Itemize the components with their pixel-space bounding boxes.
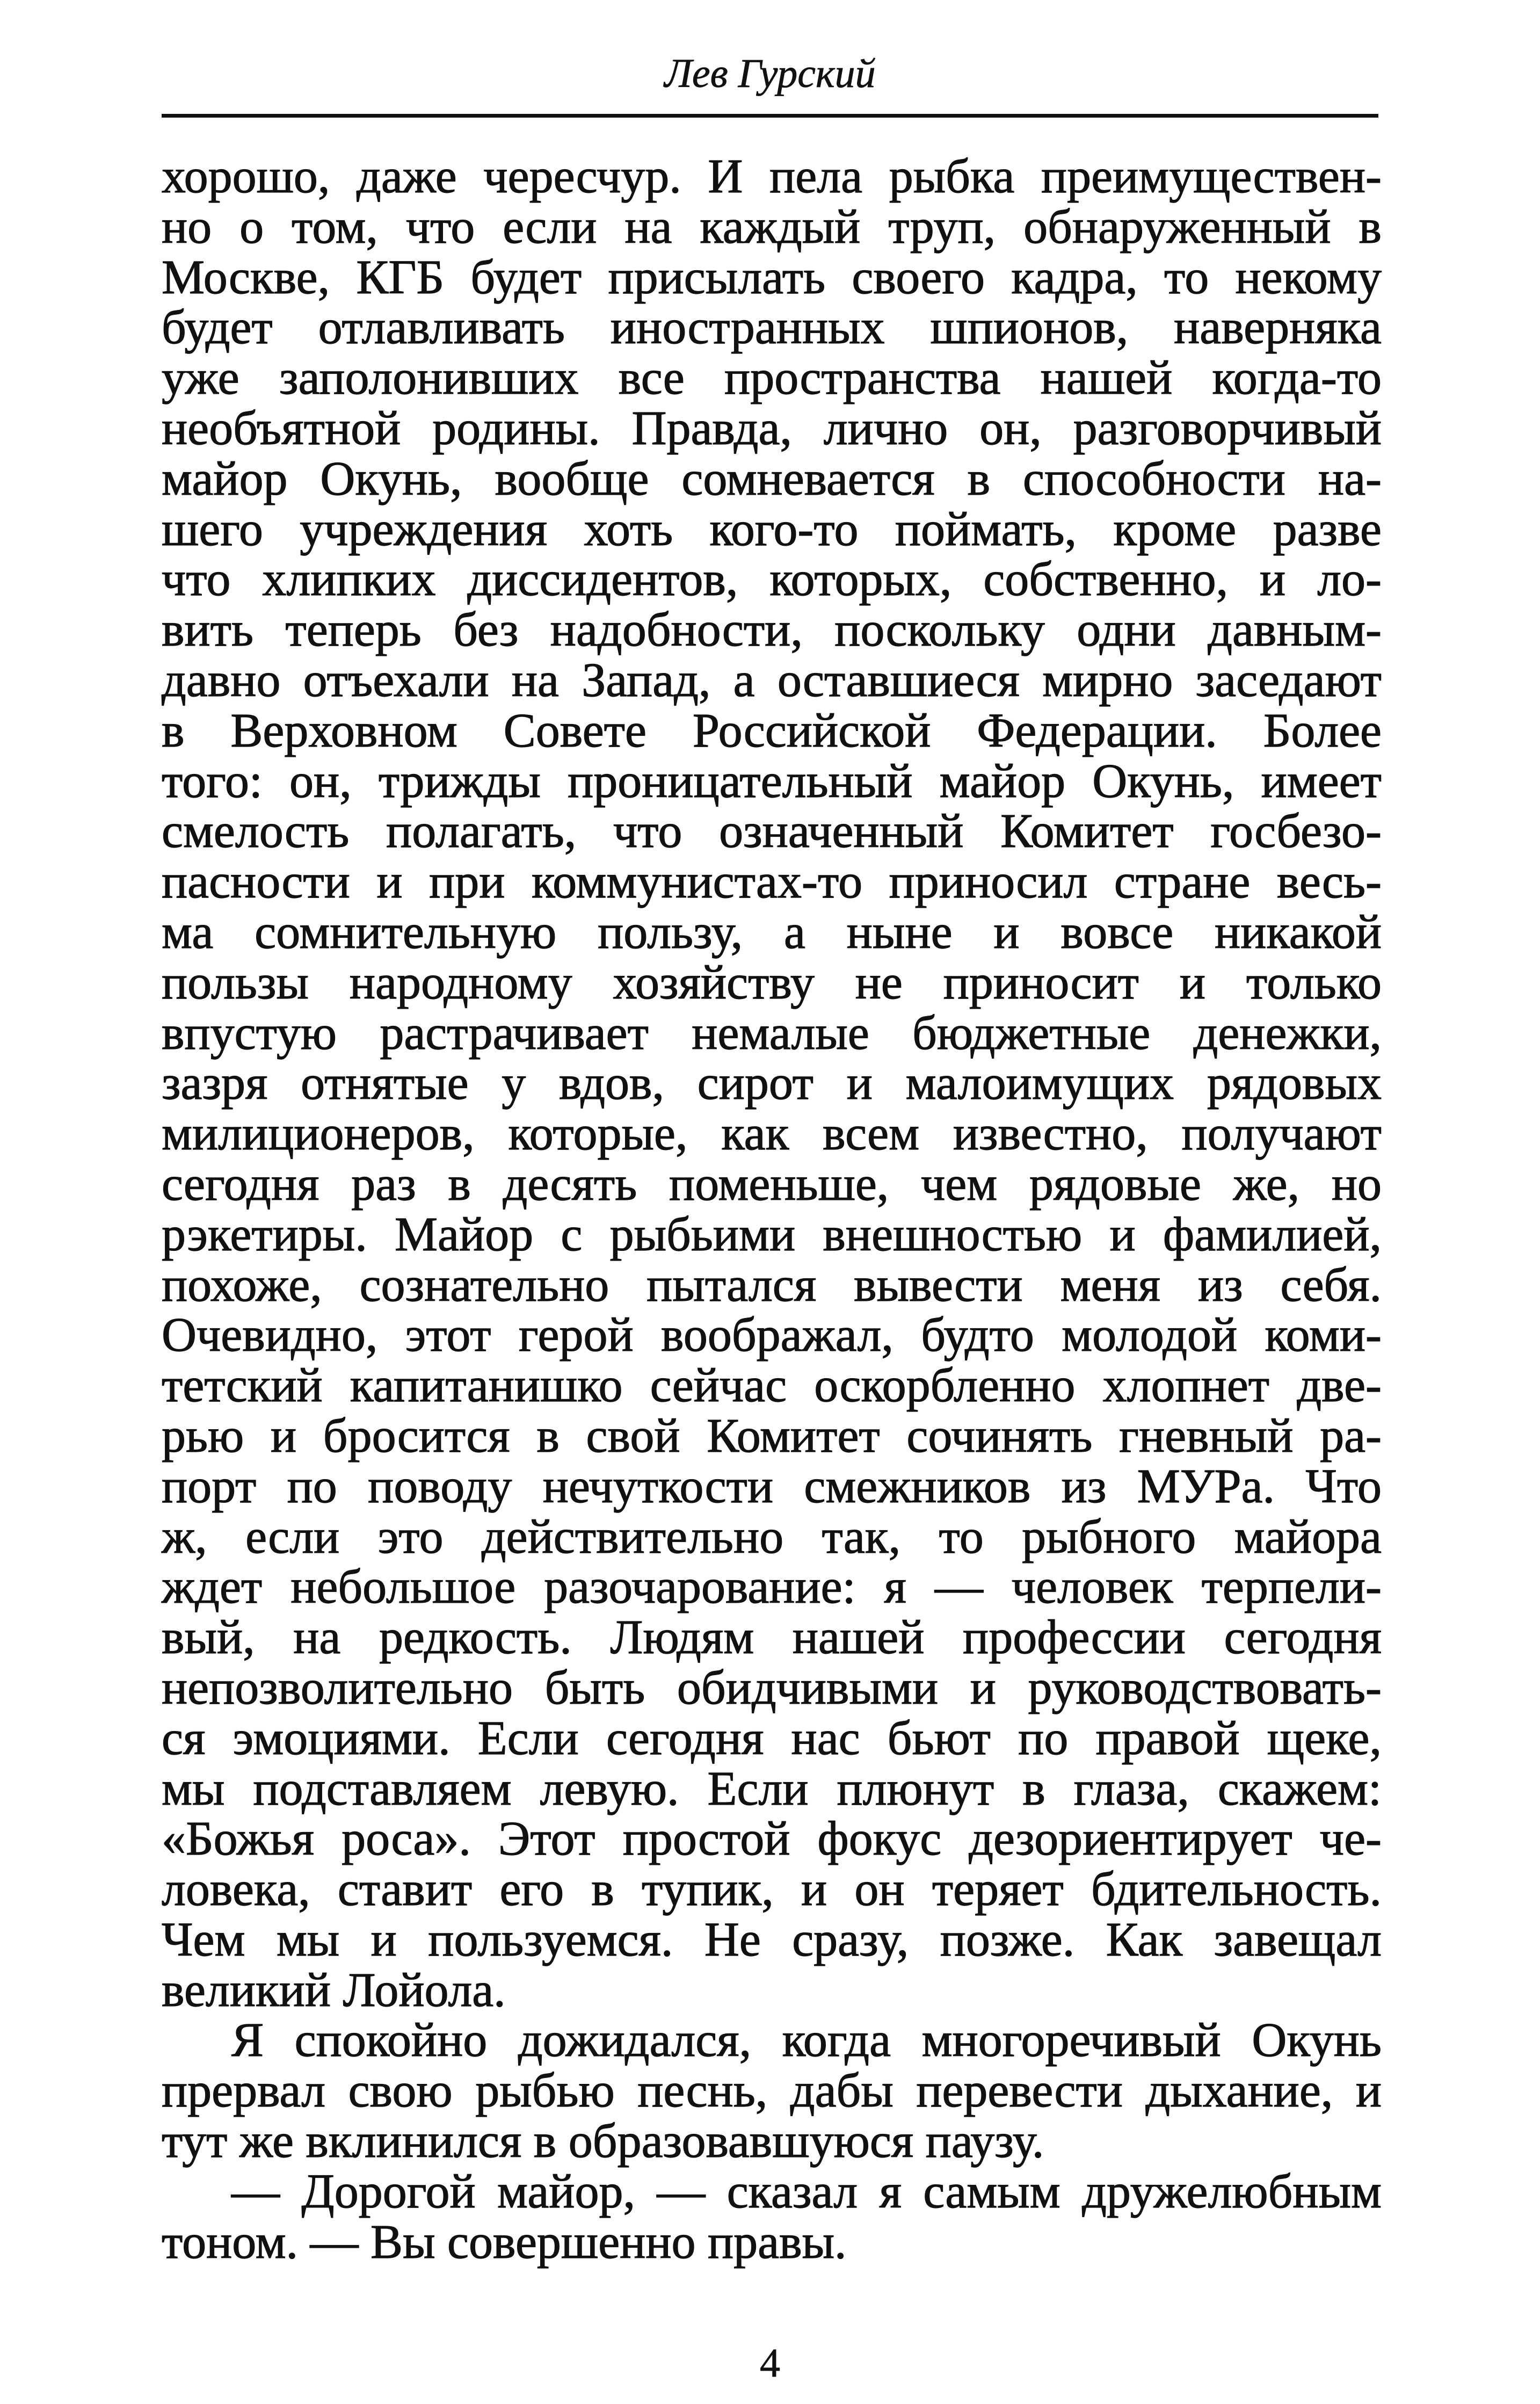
text-line: ловека, ставит его в тупик, и он теряет бдительность. [162, 1863, 1382, 1916]
text-line: ж, если это действительно так, то рыбного майора [162, 1510, 1382, 1563]
text-line: давно отъехали на Запад, а оставшиеся мирно заседают [162, 653, 1382, 707]
text-line: ждет небольшое разочарование: я — человек терпели- [162, 1560, 1382, 1614]
text-line: похоже, сознательно пытался вывести меня из себя. [162, 1258, 1382, 1312]
page-number: 4 [760, 2341, 780, 2386]
text-line: впустую растрачивает немалые бюджетные денежки, [162, 1006, 1382, 1060]
text-line: Очевидно, этот герой воображал, будто молодой коми- [162, 1308, 1382, 1362]
text-line: но о том, что если на каждый труп, обнаруженный в [162, 200, 1382, 254]
text-line: тоном. — Вы совершенно правы. [162, 2215, 847, 2269]
text-line: Чем мы и пользуемся. Не сразу, позже. Как завещал [162, 1913, 1382, 1966]
paragraph [162, 2164, 1382, 2269]
text-line: вый, на редкость. Людям нашей профессии сегодня [162, 1611, 1382, 1664]
paragraph [162, 2015, 1382, 2166]
text-line: пользы народному хозяйству не приносит и только [162, 955, 1382, 1009]
text-line: — Дорогой майор, — сказал я самым дружелюбным [231, 2164, 1382, 2218]
text-line: смелость полагать, что означенный Комитет госбезо- [162, 805, 1382, 858]
text-line: прервал свою рыбью песнь, дабы перевести дыхание, и [162, 2064, 1382, 2118]
body-text [162, 151, 1382, 2267]
text-line: тетский капитанишко сейчас оскорбленно хлопнет две- [162, 1359, 1382, 1413]
text-line: порт по поводу нечуткости смежников из МУРа. Что [162, 1459, 1382, 1513]
text-line: рью и бросится в свой Комитет сочинять гневный ра- [162, 1409, 1382, 1462]
text-line: майор Окунь, вообще сомневается в способности на- [162, 452, 1382, 505]
text-line: хорошо, даже чересчур. И пела рыбка преимуществен- [162, 150, 1382, 203]
text-line: уже заполонивших все пространства нашей когда-то [162, 351, 1382, 405]
text-line: ся эмоциями. Если сегодня нас бьют по правой щеке, [162, 1711, 1382, 1765]
text-line: непозволительно быть обидчивыми и руководствовать- [162, 1661, 1382, 1714]
text-line: тут же вклинился в образовавшуюся паузу. [162, 2115, 1044, 2168]
text-line: Москве, КГБ будет присылать своего кадра, то некому [162, 250, 1382, 304]
text-line: вить теперь без надобности, поскольку одни давным- [162, 603, 1382, 657]
text-line: пасности и при коммунистах-то приносил стране весь- [162, 855, 1382, 909]
text-line: «Божья роса». Этот простой фокус дезориентирует че- [162, 1812, 1382, 1866]
text-line: что хлипких диссидентов, которых, собственно, и ло- [162, 553, 1382, 606]
text-line: необъятной родины. Правда, лично он, разговорчивый [162, 401, 1382, 455]
paragraph [162, 151, 1382, 2015]
text-line: шего учреждения хоть кого-то поймать, кроме разве [162, 502, 1382, 556]
text-line: милиционеров, которые, как всем известно, получают [162, 1107, 1382, 1161]
text-line: рэкетиры. Майор с рыбьими внешностью и фамилией, [162, 1207, 1382, 1261]
text-line: того: он, трижды проницательный майор Окунь, имеет [162, 754, 1382, 808]
text-line: ма сомнительную пользу, а ныне и вовсе никакой [162, 905, 1382, 959]
text-line: будет отлавливать иностранных шпионов, наверняка [162, 301, 1382, 354]
running-header: Лев Гурский [664, 51, 876, 96]
text-line: в Верховном Совете Российской Федерации. Более [162, 704, 1382, 757]
text-line: великий Лойола. [162, 1963, 506, 2017]
text-line: зазря отнятые у вдов, сирот и малоимущих рядовых [162, 1056, 1382, 1110]
text-line: Я спокойно дожидался, когда многоречивый Окунь [231, 2014, 1382, 2067]
header-rule [162, 114, 1378, 118]
text-line: сегодня раз в десять поменьше, чем рядовые же, но [162, 1157, 1382, 1211]
text-line: мы подставляем левую. Если плюнут в глаза, скажем: [162, 1762, 1382, 1815]
